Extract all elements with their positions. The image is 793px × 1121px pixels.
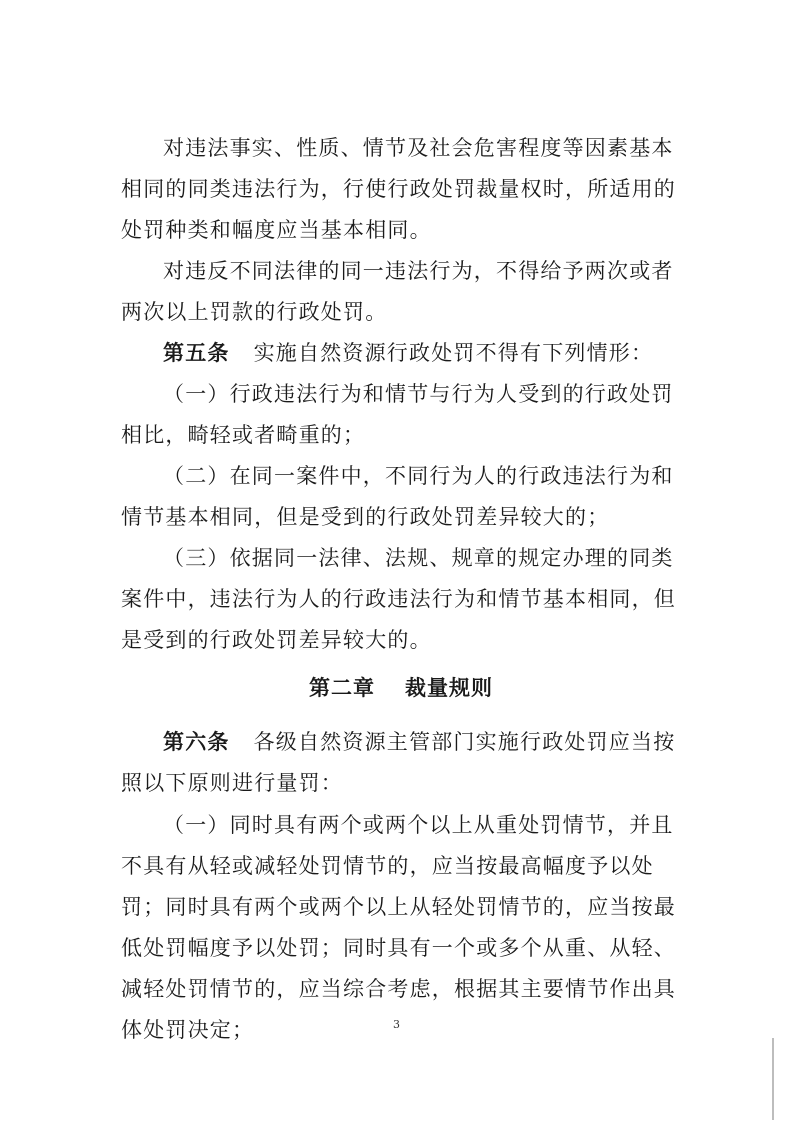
page-number: 3 (393, 1018, 400, 1031)
scan-edge-mark (772, 1038, 774, 1120)
chapter-heading (121, 668, 681, 709)
article-6-label: 第六条 (163, 730, 230, 754)
article-6 (121, 722, 681, 804)
chapter-number: 第二章 (309, 676, 375, 700)
article-5-item: （三）依据同一法律、法规、规章的规定办理的同类案件中，违法行为人的行政违法行为和情节基本相同，但是受到的行政处罚差异较大的。 (121, 546, 676, 652)
article-5-text: 实施自然资源行政处罚不得有下列情形： (253, 341, 654, 365)
article-6-item: （一）同时具有两个或两个以上从重处罚情节，并且不具有从轻或减轻处罚情节的，应当按最高幅度予以处罚；同时具有两个或两个以上从轻处罚情节的，应当按最低处罚幅度予以处罚；同时具有一个或多个从重、从轻、减轻处罚情节的，应当综合考虑，根据其主要情节作出具体处罚决定； (121, 813, 676, 1042)
paragraph: 对违法事实、性质、情节及社会危害程度等因素基本相同的同类违法行为，行使行政处罚裁量权时，所适用的处罚种类和幅度应当基本相同。 (121, 136, 676, 242)
article-5-item: （二）在同一案件中，不同行为人的行政违法行为和情节基本相同，但是受到的行政处罚差异较大的； (121, 464, 674, 529)
article-5-item: （一）行政违法行为和情节与行为人受到的行政处罚相比，畸轻或者畸重的； (121, 382, 674, 447)
article-6-text: 各级自然资源主管部门实施行政处罚应当按照以下原则进行量罚： (121, 730, 676, 795)
chapter-title: 裁量规则 (405, 676, 493, 700)
article-5-label: 第五条 (163, 341, 230, 365)
article-5 (121, 333, 681, 374)
paragraph: 对违反不同法律的同一违法行为，不得给予两次或者两次以上罚款的行政处罚。 (121, 259, 674, 324)
